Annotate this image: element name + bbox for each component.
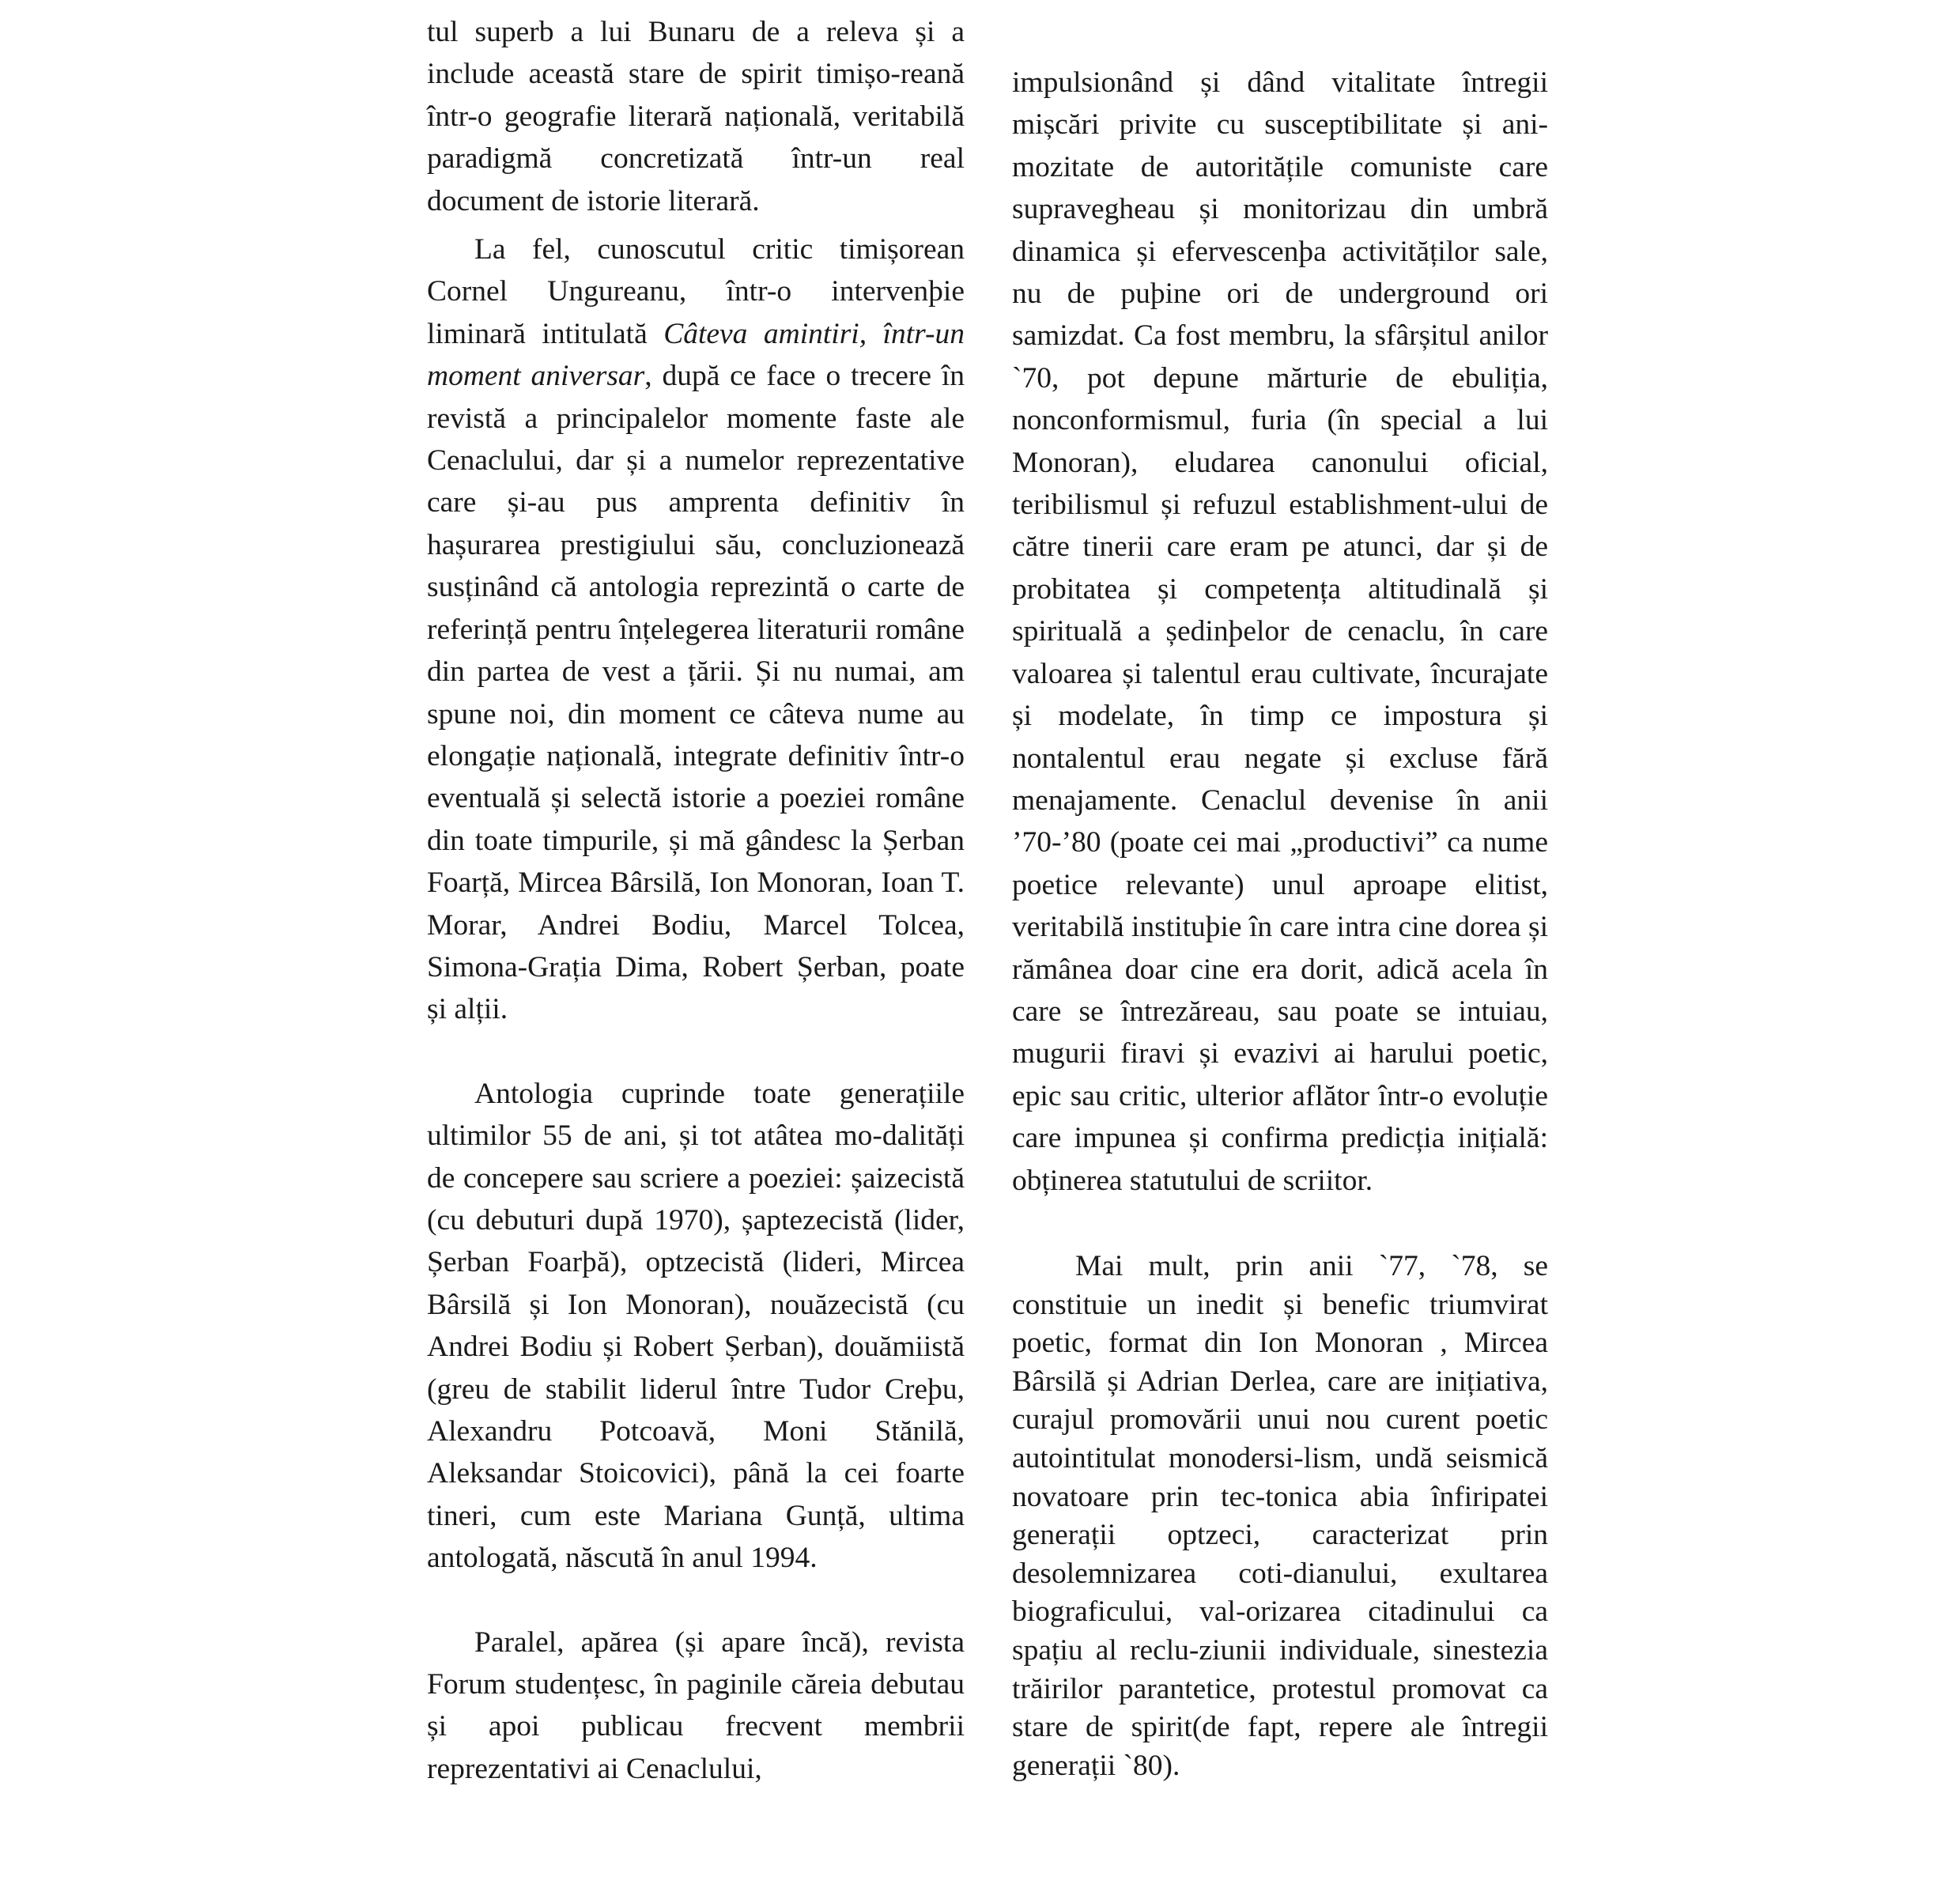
right-paragraph-1: impulsionând și dând vitalitate întregii mișcări privite cu susceptibilitate și ani-mozitate de autoritățile comuniste care supravegheau și monitorizau din umbră dinamica și efervescenþa activităților sale, nu de puþine ori de underground ori samizdat. Ca fost membru, la sfârșitul anilor `70, pot depune mărturie de ebuliția, nonconformismul, furia (în special a lui Monoran), eludarea canonului oficial, teribilismul și refuzul establishment-ului de către tinerii care eram pe atunci, dar și de probitatea și competența altitudinală și spirituală a ședinþelor de cenaclu, în care valoarea și talentul erau cultivate, încurajate și modelate, în timp ce impostura și nontalentul erau negate și excluse fără menajamente. Cenaclul devenise în anii ’70-’80 (poate cei mai „productivi” ca nume poetice relevante) unul aproape elitist, veritabilă instituþie în care intra cine dorea și rămânea doar cine era dorit, adică acela în care se întrezăreau, sau poate se intuiau, mugurii firavi și evazivi ai harului poetic, epic sau critic, ulterior aflător într-o evoluție care impunea și confirma predicția inițială: obținerea statutului de scriitor. bbox=[1012, 66, 1548, 1197]
left-paragraph-2 bbox=[427, 228, 965, 1031]
left-paragraph-3: Antologia cuprinde toate generațiile ultimilor 55 de ani, și tot atâtea mo-dalități de concepere sau scriere a poeziei: șaizecistă (cu debuturi după 1970), șaptezecistă (lider, Șerban Foarþă), optzecistă (lideri, Mircea Bârsilă și Ion Monoran), nouăzecistă (cu Andrei Bodiu și Robert Șerban), douămiistă (greu de stabilit liderul între Tudor Creþu, Alexandru Potcoavă, Moni Stănilă, Aleksandar Stoicovici), până la cei foarte tineri, cum este Mariana Gunță, ultima antologată, născută în anul 1994. bbox=[427, 1077, 965, 1575]
left-paragraph-4: Paralel, apărea (și apare încă), revista Forum studențesc, în paginile căreia debutau și apoi publicau frecvent membrii reprezentativi ai Cenaclului, bbox=[427, 1625, 965, 1785]
cited-article-title: Câteva amintiri, într-un moment aniversar bbox=[427, 317, 965, 393]
left-paragraph-1: tul superb a lui Bunaru de a releva și a include această stare de spirit timișo-reană într-o geografie literară națională, veritabilă paradigmă concretizată într-un real document de istorie literară. bbox=[427, 16, 965, 217]
right-text-column bbox=[1012, 62, 1548, 1785]
right-paragraph-2: Mai mult, prin anii `77, `78, se constituie un inedit și benefic triumvirat poetic, format din Ion Monoran , Mircea Bârsilă și Adrian Derlea, care are inițiativa, curajul promovării unui nou curent poetic autointitulat monodersi-lism, undă seismică novatoare prin tec-tonica abia înfiripatei generații optzeci, caracterizat prin desolemnizarea coti-dianului, exultarea biograficului, val-orizarea citadinului ca spațiu al reclu-ziunii individuale, sinestezia trăirilor parantetice, protestul promovat ca stare de spirit(de fapt, repere ale întregii generații `80). bbox=[1012, 1249, 1548, 1782]
paragraph-2-body: , după ce face o trecere în revistă a principalelor momente faste ale Cenaclului, dar și a numelor reprezentative care și-au pus amprenta definitiv în hașurarea prestigiului său, concluzionează susținând că antologia reprezintă o carte de referință pentru înțelegerea literaturii române din partea de vest a țării. Și nu numai, am spune noi, din moment ce câteva nume au elongație națională, integrate definitiv într-o eventuală și selectă istorie a poeziei române din toate timpurile, și mă gândesc la Șerban Foarță, Mircea Bârsilă, Ion Monoran, Ioan T. Morar, Andrei Bodiu, Marcel Tolcea, Simona-Grația Dima, Robert Șerban, poate și alții. bbox=[427, 360, 965, 1026]
paragraph-2-intro: La fel, cunoscutul critic timișorean Cornel Ungureanu, într-o intervenþie liminară intitulată bbox=[427, 233, 965, 350]
left-text-column bbox=[427, 11, 965, 1790]
